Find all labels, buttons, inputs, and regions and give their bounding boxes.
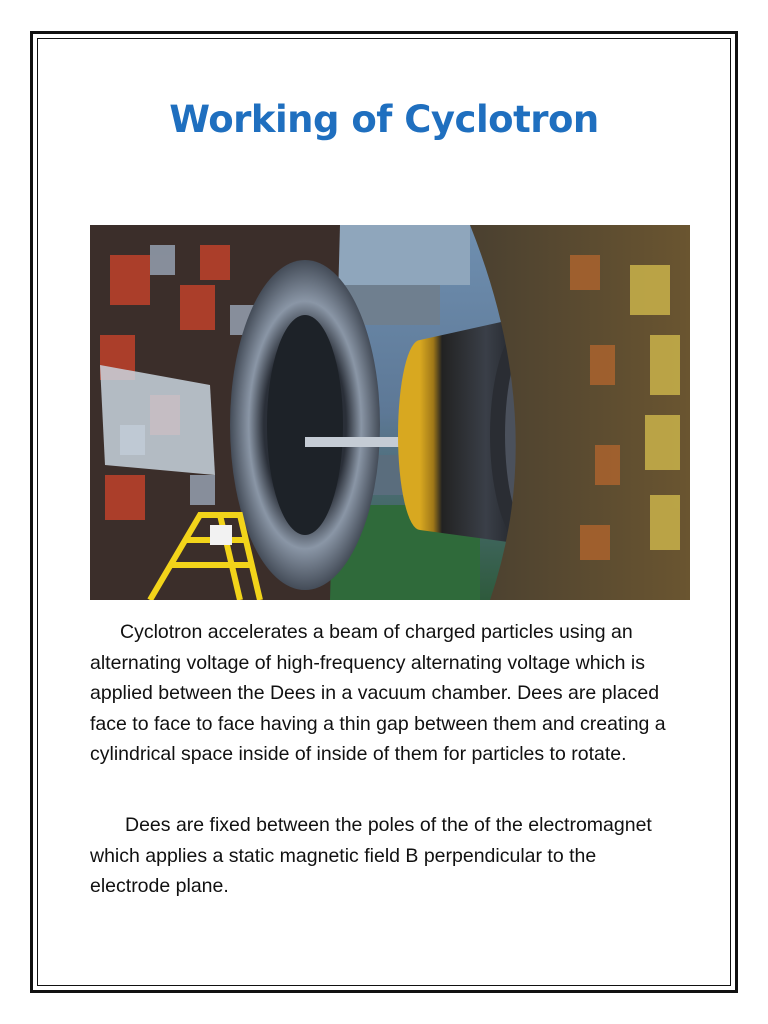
page-title: Working of Cyclotron — [169, 98, 599, 141]
paragraph-cyclotron-acceleration: Cyclotron accelerates a beam of charged particles using an alternating voltage of high-frequency alternating voltage which is applied between the Dees in a vacuum chamber. Dees are placed face to face to face having a thin gap between them and creating a cylindrical space inside of inside of them for particles to rotate. — [90, 621, 666, 765]
paragraph-dees-electromagnet: Dees are fixed between the poles of the of the electromagnet which applies a static magnetic field B perpendicular to the electrode plane. — [90, 814, 652, 897]
cyclotron-detector-photo — [90, 225, 690, 600]
